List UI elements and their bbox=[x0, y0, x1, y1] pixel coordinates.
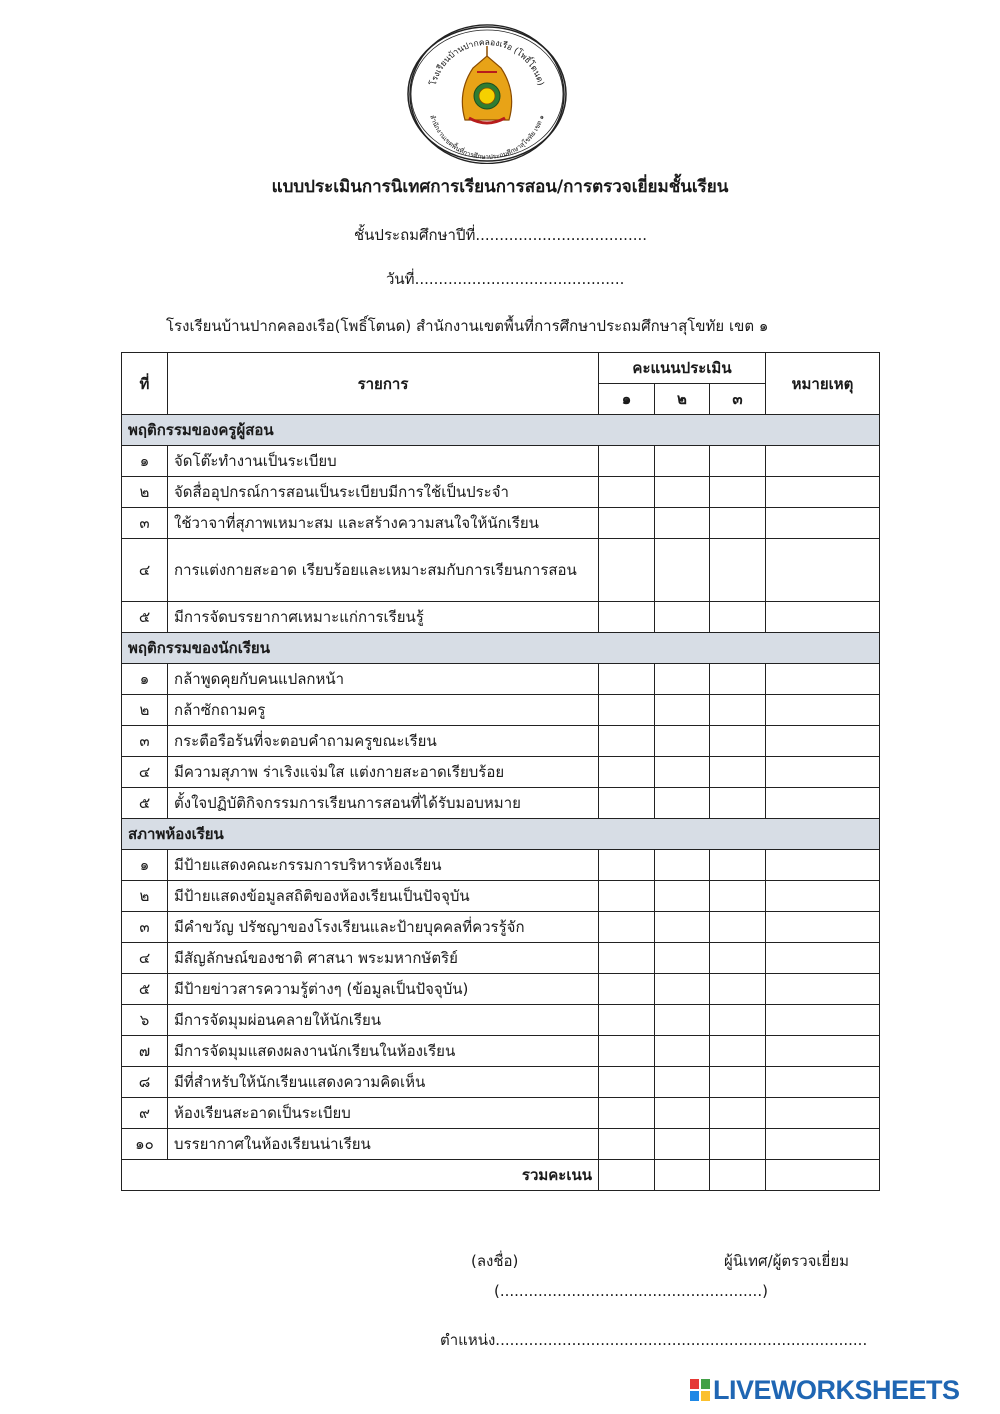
school-emblem-logo bbox=[406, 24, 568, 164]
score-cell[interactable] bbox=[599, 1036, 655, 1067]
table-row bbox=[122, 695, 880, 726]
row-number: ๙ bbox=[122, 1098, 168, 1129]
remark-cell[interactable] bbox=[766, 664, 880, 695]
score-cell[interactable] bbox=[655, 850, 710, 881]
remark-cell[interactable] bbox=[766, 1067, 880, 1098]
row-item-text: บรรยากาศในห้องเรียนน่าเรียน bbox=[168, 1129, 599, 1160]
date-line: วันที่............................................ bbox=[386, 270, 625, 288]
position-line[interactable]: ตำแหน่ง.............................................................................. bbox=[440, 1331, 868, 1349]
score-cell[interactable] bbox=[599, 477, 655, 508]
row-number: ๑ bbox=[122, 446, 168, 477]
remark-cell[interactable] bbox=[766, 1005, 880, 1036]
score-cell[interactable] bbox=[599, 881, 655, 912]
liveworksheets-logo-icon bbox=[690, 1379, 710, 1401]
score-cell[interactable] bbox=[599, 1129, 655, 1160]
score-cell[interactable] bbox=[710, 1005, 766, 1036]
row-item-text: ตั้งใจปฏิบัติกิจกรรมการเรียนการสอนที่ได้รับมอบหมาย bbox=[168, 788, 599, 819]
total-label: รวมคะเนน bbox=[122, 1160, 599, 1191]
table-row bbox=[122, 1067, 880, 1098]
brand-text: LIVEWORKSHEETS bbox=[713, 1374, 960, 1405]
header-score: คะแนนประเมิน bbox=[599, 353, 766, 384]
svg-text:สำนักงานเขตพื้นที่การศึกษาประถ: สำนักงานเขตพื้นที่การศึกษาประถมศึกษาสุโขทัย เขต ๑ bbox=[428, 113, 546, 162]
school-line: โรงเรียนบ้านปากคลองเรือ(โพธิ์โตนด) สำนักงานเขตพื้นที่การศึกษาประถมศึกษาสุโขทัย เขต ๑ bbox=[166, 317, 769, 335]
section-row bbox=[122, 415, 880, 446]
score-cell[interactable] bbox=[710, 602, 766, 633]
score-cell[interactable] bbox=[710, 695, 766, 726]
score-cell[interactable] bbox=[599, 539, 655, 602]
row-item-text: จัดสื่ออุปกรณ์การสอนเป็นระเบียบมีการใช้เป็นประจำ bbox=[168, 477, 599, 508]
row-item-text: มีความสุภาพ ร่าเริงแจ่มใส แต่งกายสะอาดเรียบร้อย bbox=[168, 757, 599, 788]
row-number: ๑ bbox=[122, 664, 168, 695]
remark-cell[interactable] bbox=[766, 726, 880, 757]
row-number: ๓ bbox=[122, 508, 168, 539]
score-cell[interactable] bbox=[655, 912, 710, 943]
remark-cell[interactable] bbox=[766, 912, 880, 943]
score-cell[interactable] bbox=[599, 446, 655, 477]
remark-cell[interactable] bbox=[766, 943, 880, 974]
total-remark-cell[interactable] bbox=[766, 1160, 880, 1191]
score-cell[interactable] bbox=[655, 446, 710, 477]
score-cell[interactable] bbox=[599, 602, 655, 633]
score-cell[interactable] bbox=[710, 446, 766, 477]
score-cell[interactable] bbox=[710, 757, 766, 788]
section-row bbox=[122, 633, 880, 664]
score-cell[interactable] bbox=[599, 850, 655, 881]
evaluation-table bbox=[121, 352, 880, 1191]
signer-name-blank[interactable]: (.......................................................) bbox=[494, 1282, 768, 1300]
score-cell[interactable] bbox=[710, 726, 766, 757]
score-cell[interactable] bbox=[599, 1067, 655, 1098]
score-cell[interactable] bbox=[710, 664, 766, 695]
table-row bbox=[122, 974, 880, 1005]
row-item-text: มีคำขวัญ ปรัชญาของโรงเรียนและป้ายบุคคลที่ควรรู้จัก bbox=[168, 912, 599, 943]
table-row bbox=[122, 664, 880, 695]
score-cell[interactable] bbox=[710, 912, 766, 943]
table-row bbox=[122, 881, 880, 912]
row-item-text: กล้าพูดคุยกับคนแปลกหน้า bbox=[168, 664, 599, 695]
table-row bbox=[122, 508, 880, 539]
score-cell[interactable] bbox=[655, 1036, 710, 1067]
score-cell[interactable] bbox=[599, 943, 655, 974]
remark-cell[interactable] bbox=[766, 508, 880, 539]
row-number: ๕ bbox=[122, 602, 168, 633]
table-row bbox=[122, 912, 880, 943]
row-number: ๗ bbox=[122, 1036, 168, 1067]
table-row bbox=[122, 446, 880, 477]
remark-cell[interactable] bbox=[766, 477, 880, 508]
row-number: ๒ bbox=[122, 881, 168, 912]
score-cell[interactable] bbox=[599, 1098, 655, 1129]
row-item-text: ห้องเรียนสะอาดเป็นระเบียบ bbox=[168, 1098, 599, 1129]
row-number: ๘ bbox=[122, 1067, 168, 1098]
row-item-text: กล้าซักถามครู bbox=[168, 695, 599, 726]
row-item-text: การแต่งกายสะอาด เรียบร้อยและเหมาะสมกับการเรียนการสอน bbox=[168, 539, 599, 602]
total-score-cell[interactable] bbox=[599, 1160, 655, 1191]
score-cell[interactable] bbox=[655, 726, 710, 757]
row-item-text: ใช้วาจาที่สุภาพเหมาะสม และสร้างความสนใจให้นักเรียน bbox=[168, 508, 599, 539]
score-cell[interactable] bbox=[599, 508, 655, 539]
row-number: ๓ bbox=[122, 912, 168, 943]
form-title: แบบประเมินการนิเทศการเรียนการสอน/การตรวจเยี่ยมชั้นเรียน bbox=[271, 177, 729, 197]
section-title: สภาพห้องเรียน bbox=[122, 819, 880, 850]
score-cell[interactable] bbox=[655, 602, 710, 633]
score-cell[interactable] bbox=[655, 788, 710, 819]
table-row bbox=[122, 1036, 880, 1067]
remark-cell[interactable] bbox=[766, 446, 880, 477]
header-score-level: ๓ bbox=[710, 384, 766, 415]
header-item: รายการ bbox=[168, 353, 599, 415]
score-cell[interactable] bbox=[710, 974, 766, 1005]
svg-text:โรงเรียนบ้านปากคลองเรือ (โพธิ์: โรงเรียนบ้านปากคลองเรือ (โพธิ์โตนด) bbox=[428, 37, 546, 87]
table-row bbox=[122, 850, 880, 881]
row-number: ๕ bbox=[122, 788, 168, 819]
score-cell[interactable] bbox=[599, 757, 655, 788]
table-row bbox=[122, 943, 880, 974]
row-item-text: มีที่สำหรับให้นักเรียนแสดงความคิดเห็น bbox=[168, 1067, 599, 1098]
row-number: ๑ bbox=[122, 850, 168, 881]
row-number: ๔ bbox=[122, 757, 168, 788]
row-item-text: มีป้ายข่าวสารความรู้ต่างๆ (ข้อมูลเป็นปัจจุบัน) bbox=[168, 974, 599, 1005]
score-cell[interactable] bbox=[710, 850, 766, 881]
row-item-text: มีการจัดมุมแสดงผลงานนักเรียนในห้องเรียน bbox=[168, 1036, 599, 1067]
table-row bbox=[122, 726, 880, 757]
remark-cell[interactable] bbox=[766, 539, 880, 602]
row-item-text: กระตือรือร้นที่จะตอบคำถามครูขณะเรียน bbox=[168, 726, 599, 757]
score-cell[interactable] bbox=[655, 477, 710, 508]
score-cell[interactable] bbox=[710, 1067, 766, 1098]
row-item-text: มีการจัดบรรยากาศเหมาะแก่การเรียนรู้ bbox=[168, 602, 599, 633]
score-cell[interactable] bbox=[710, 1129, 766, 1160]
row-number: ๒ bbox=[122, 695, 168, 726]
score-cell[interactable] bbox=[599, 974, 655, 1005]
score-cell[interactable] bbox=[710, 943, 766, 974]
header-score-level: ๒ bbox=[655, 384, 710, 415]
row-number: ๖ bbox=[122, 1005, 168, 1036]
score-cell[interactable] bbox=[655, 1129, 710, 1160]
remark-cell[interactable] bbox=[766, 850, 880, 881]
score-cell[interactable] bbox=[710, 788, 766, 819]
score-cell[interactable] bbox=[655, 1067, 710, 1098]
table-row bbox=[122, 788, 880, 819]
score-cell[interactable] bbox=[710, 881, 766, 912]
table-row bbox=[122, 1129, 880, 1160]
table-row bbox=[122, 1005, 880, 1036]
score-cell[interactable] bbox=[655, 1005, 710, 1036]
remark-cell[interactable] bbox=[766, 974, 880, 1005]
score-cell[interactable] bbox=[710, 539, 766, 602]
table-row bbox=[122, 757, 880, 788]
score-cell[interactable] bbox=[655, 943, 710, 974]
row-number: ๑๐ bbox=[122, 1129, 168, 1160]
score-cell[interactable] bbox=[655, 695, 710, 726]
table-row bbox=[122, 539, 880, 602]
row-item-text: มีการจัดมุมผ่อนคลายให้นักเรียน bbox=[168, 1005, 599, 1036]
row-number: ๕ bbox=[122, 974, 168, 1005]
remark-cell[interactable] bbox=[766, 1129, 880, 1160]
row-item-text: มีสัญลักษณ์ของชาติ ศาสนา พระมหากษัตริย์ bbox=[168, 943, 599, 974]
score-cell[interactable] bbox=[599, 912, 655, 943]
liveworksheets-brand bbox=[690, 1373, 990, 1407]
score-cell[interactable] bbox=[655, 664, 710, 695]
header-score-level: ๑ bbox=[599, 384, 655, 415]
remark-cell[interactable] bbox=[766, 1098, 880, 1129]
row-number: ๒ bbox=[122, 477, 168, 508]
score-cell[interactable] bbox=[599, 788, 655, 819]
signer-role: ผู้นิเทศ/ผู้ตรวจเยี่ยม bbox=[724, 1252, 850, 1270]
score-cell[interactable] bbox=[655, 881, 710, 912]
section-title: พฤติกรรมของนักเรียน bbox=[122, 633, 880, 664]
score-cell[interactable] bbox=[710, 477, 766, 508]
remark-cell[interactable] bbox=[766, 695, 880, 726]
sign-label: (ลงชื่อ) bbox=[471, 1252, 519, 1270]
remark-cell[interactable] bbox=[766, 602, 880, 633]
row-number: ๓ bbox=[122, 726, 168, 757]
score-cell[interactable] bbox=[655, 508, 710, 539]
remark-cell[interactable] bbox=[766, 757, 880, 788]
row-item-text: มีป้ายแสดงข้อมูลสถิติของห้องเรียนเป็นปัจจุบัน bbox=[168, 881, 599, 912]
score-cell[interactable] bbox=[599, 695, 655, 726]
remark-cell[interactable] bbox=[766, 1036, 880, 1067]
grade-line: ชั้นประถมศึกษาปีที่.................................... bbox=[354, 226, 648, 244]
row-item-text: มีป้ายแสดงคณะกรรมการบริหารห้องเรียน bbox=[168, 850, 599, 881]
score-cell[interactable] bbox=[599, 1005, 655, 1036]
score-cell[interactable] bbox=[599, 664, 655, 695]
score-cell[interactable] bbox=[655, 1098, 710, 1129]
table-row bbox=[122, 477, 880, 508]
score-cell[interactable] bbox=[710, 508, 766, 539]
row-item-text: จัดโต๊ะทำงานเป็นระเบียบ bbox=[168, 446, 599, 477]
remark-cell[interactable] bbox=[766, 788, 880, 819]
table-row bbox=[122, 1098, 880, 1129]
total-score-cell[interactable] bbox=[710, 1160, 766, 1191]
score-cell[interactable] bbox=[655, 539, 710, 602]
remark-cell[interactable] bbox=[766, 881, 880, 912]
total-score-cell[interactable] bbox=[655, 1160, 710, 1191]
section-row bbox=[122, 819, 880, 850]
header-remark: หมายเหตุ bbox=[766, 353, 880, 415]
score-cell[interactable] bbox=[655, 757, 710, 788]
table-row bbox=[122, 602, 880, 633]
header-no: ที่ bbox=[122, 353, 168, 415]
row-number: ๔ bbox=[122, 943, 168, 974]
row-number: ๔ bbox=[122, 539, 168, 602]
score-cell[interactable] bbox=[599, 726, 655, 757]
score-cell[interactable] bbox=[710, 1036, 766, 1067]
section-title: พฤติกรรมของครูผู้สอน bbox=[122, 415, 880, 446]
score-cell[interactable] bbox=[655, 974, 710, 1005]
score-cell[interactable] bbox=[710, 1098, 766, 1129]
